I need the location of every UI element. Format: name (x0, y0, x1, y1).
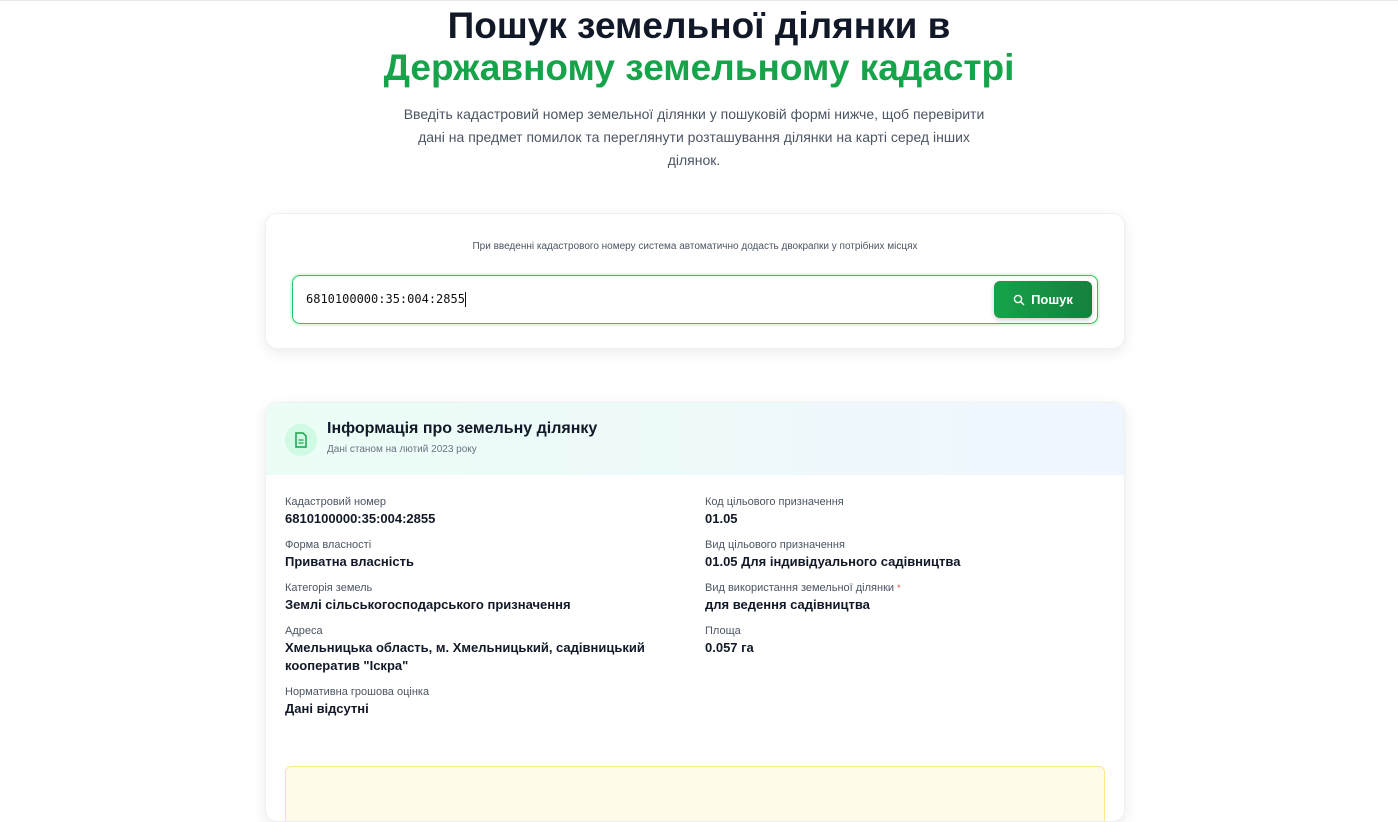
field-ownership: Форма власності Приватна власність (285, 539, 414, 569)
field-cadastral-number: Кадастровий номер 6810100000:35:004:2855 (285, 496, 436, 526)
field-purpose-code: Код цільового призначення 01.05 (705, 496, 844, 526)
input-value: 6810100000:35:004:2855 (306, 292, 465, 306)
field-land-use: Вид використання земельної ділянки * для ведення садівництва (705, 582, 901, 612)
info-header (266, 403, 1124, 475)
search-button[interactable] (994, 281, 1092, 318)
field-purpose-type: Вид цільового призначення 01.05 Для індивідуального садівництва (705, 539, 961, 569)
field-land-category: Категорія земель Землі сільськогосподарського призначення (285, 582, 571, 612)
field-valuation: Нормативна грошова оцінка Дані відсутні (285, 686, 430, 716)
parcel-info-card (265, 402, 1125, 822)
notice-box (285, 766, 1105, 822)
search-button-label: Пошук (1031, 292, 1073, 307)
title-line-1: Пошук земельної ділянки в (447, 5, 951, 46)
field-address: Адреса Хмельницька область, м. Хмельницький, садівницький кооператив "Іскра" (285, 625, 645, 673)
page-title (0, 5, 1398, 89)
search-hint: При введенні кадастрового номеру система автоматично додасть двокрапки у потрібних місцях (472, 241, 918, 252)
info-subtitle: Дані станом на лютий 2023 року (327, 444, 477, 455)
cadastral-number-input[interactable] (292, 275, 1098, 324)
title-line-2: Державному земельному кадастрі (383, 47, 1015, 88)
search-icon (1013, 294, 1025, 306)
search-card (265, 213, 1125, 349)
info-left-column (285, 495, 685, 728)
document-icon (285, 424, 317, 456)
info-right-column (705, 495, 1105, 667)
page-description: Введіть кадастровий номер земельної ділянки у пошуковій формі нижче, щоб перевірити дані на предмет помилок та переглянути розташування ділянки на карті серед інших ділянок. (403, 106, 985, 168)
field-area: Площа 0.057 га (705, 625, 754, 655)
info-title: Інформація про земельну ділянку (327, 420, 598, 437)
